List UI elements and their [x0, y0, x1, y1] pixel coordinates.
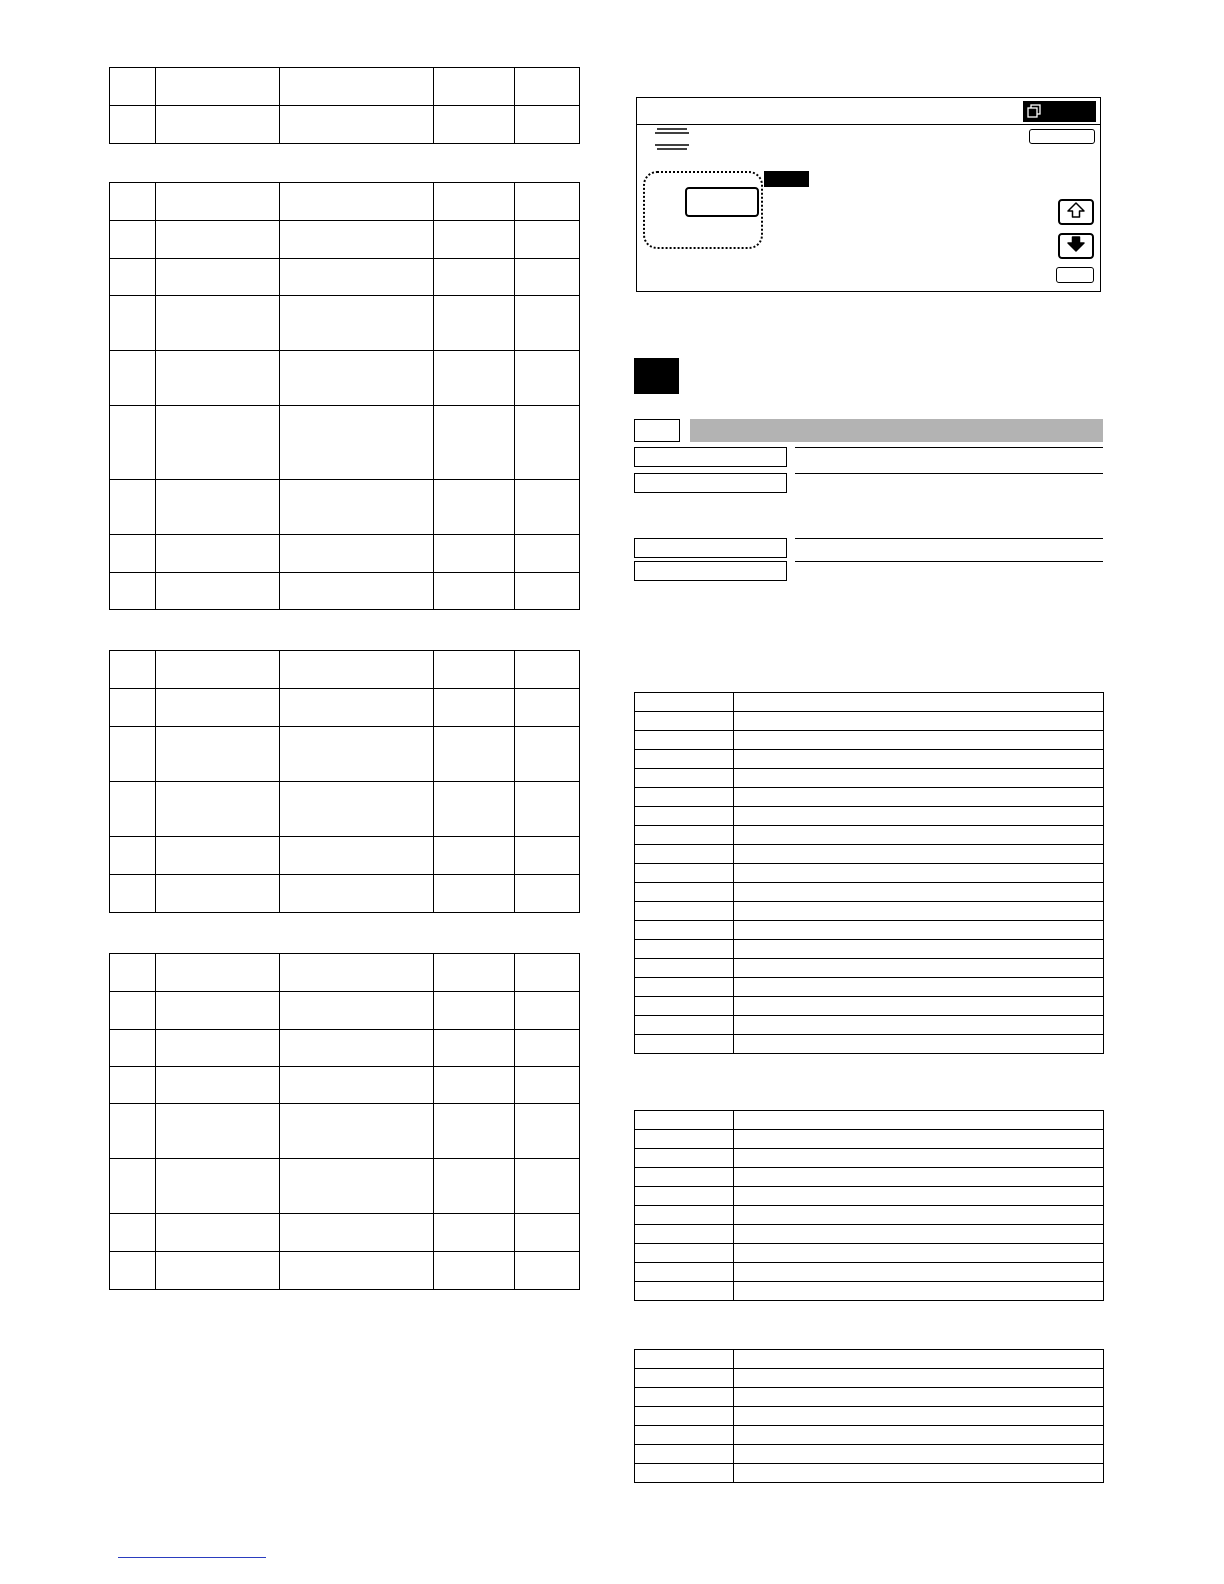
table-row [635, 1445, 1104, 1464]
table-row [110, 875, 580, 913]
item-label-box [634, 473, 787, 493]
table-row [635, 1187, 1104, 1206]
table-row [110, 68, 580, 106]
table-row [635, 997, 1104, 1016]
table-row [635, 902, 1104, 921]
table-row [110, 296, 580, 351]
selection-frame [643, 171, 763, 249]
table-row [635, 712, 1104, 731]
table-row [635, 959, 1104, 978]
down-arrow-icon [1062, 235, 1090, 253]
table-row [110, 1252, 580, 1290]
tab-lines-icon [655, 126, 689, 152]
ok-button[interactable] [1056, 267, 1094, 283]
table-row [635, 1206, 1104, 1225]
table-row [110, 1067, 580, 1104]
table-row [635, 1464, 1104, 1483]
status-tag [764, 171, 809, 187]
description-rule [795, 473, 1103, 474]
left-table-1 [109, 67, 580, 144]
table-row [635, 845, 1104, 864]
table-row [110, 782, 580, 837]
scroll-up-button[interactable] [1058, 199, 1094, 225]
table-row [110, 651, 580, 689]
table-row [110, 259, 580, 296]
right-table-1 [634, 692, 1104, 1054]
table-row [110, 406, 580, 480]
item-label-box [634, 447, 787, 467]
description-rule [795, 447, 1103, 448]
table-row [110, 535, 580, 573]
selection-key[interactable] [685, 187, 759, 217]
table-row [635, 978, 1104, 997]
table-row [635, 1263, 1104, 1282]
table-row [635, 1111, 1104, 1130]
table-row [635, 1350, 1104, 1369]
description-rule [795, 561, 1103, 562]
table-row [635, 1244, 1104, 1263]
table-row [635, 864, 1104, 883]
footer-link[interactable] [118, 1557, 266, 1558]
table-row [635, 1168, 1104, 1187]
subsection-title-bar [690, 419, 1103, 442]
item-label-box [634, 538, 787, 558]
table-row [635, 731, 1104, 750]
section-marker [634, 358, 679, 394]
description-rule [795, 538, 1103, 539]
table-row [110, 954, 580, 992]
table-row [635, 788, 1104, 807]
table-row [110, 1214, 580, 1252]
right-table-2 [634, 1110, 1104, 1301]
table-row [110, 727, 580, 782]
table-row [110, 106, 580, 144]
table-row [635, 940, 1104, 959]
table-row [635, 1282, 1104, 1301]
table-row [635, 883, 1104, 902]
subsection-number-box [634, 419, 680, 442]
table-row [110, 837, 580, 875]
copy-mode-icon [1027, 104, 1041, 118]
header-button[interactable] [1029, 129, 1095, 144]
table-row [635, 1016, 1104, 1035]
table-row [635, 1035, 1104, 1054]
table-row [110, 183, 580, 221]
table-row [635, 1225, 1104, 1244]
operation-panel-screen [636, 97, 1101, 292]
table-row [635, 769, 1104, 788]
table-row [635, 1130, 1104, 1149]
table-row [110, 1104, 580, 1159]
table-row [635, 1149, 1104, 1168]
table-row [110, 351, 580, 406]
table-row [635, 1426, 1104, 1445]
table-row [110, 573, 580, 610]
table-row [635, 826, 1104, 845]
table-row [110, 221, 580, 259]
scroll-down-button[interactable] [1058, 233, 1094, 259]
table-row [635, 807, 1104, 826]
table-row [635, 921, 1104, 940]
left-table-2 [109, 182, 580, 610]
table-row [110, 689, 580, 727]
right-table-3 [634, 1349, 1104, 1483]
table-row [635, 1388, 1104, 1407]
left-table-4 [109, 953, 580, 1290]
table-row [635, 1407, 1104, 1426]
table-row [110, 480, 580, 535]
table-row [110, 1030, 580, 1067]
header-divider [637, 124, 1100, 125]
left-table-3 [109, 650, 580, 913]
item-label-box [634, 561, 787, 581]
table-row [635, 1369, 1104, 1388]
table-row [110, 1159, 580, 1214]
table-row [110, 992, 580, 1030]
table-row [635, 750, 1104, 769]
table-row [635, 693, 1104, 712]
up-arrow-icon [1062, 201, 1090, 219]
mode-indicator [1023, 101, 1096, 122]
